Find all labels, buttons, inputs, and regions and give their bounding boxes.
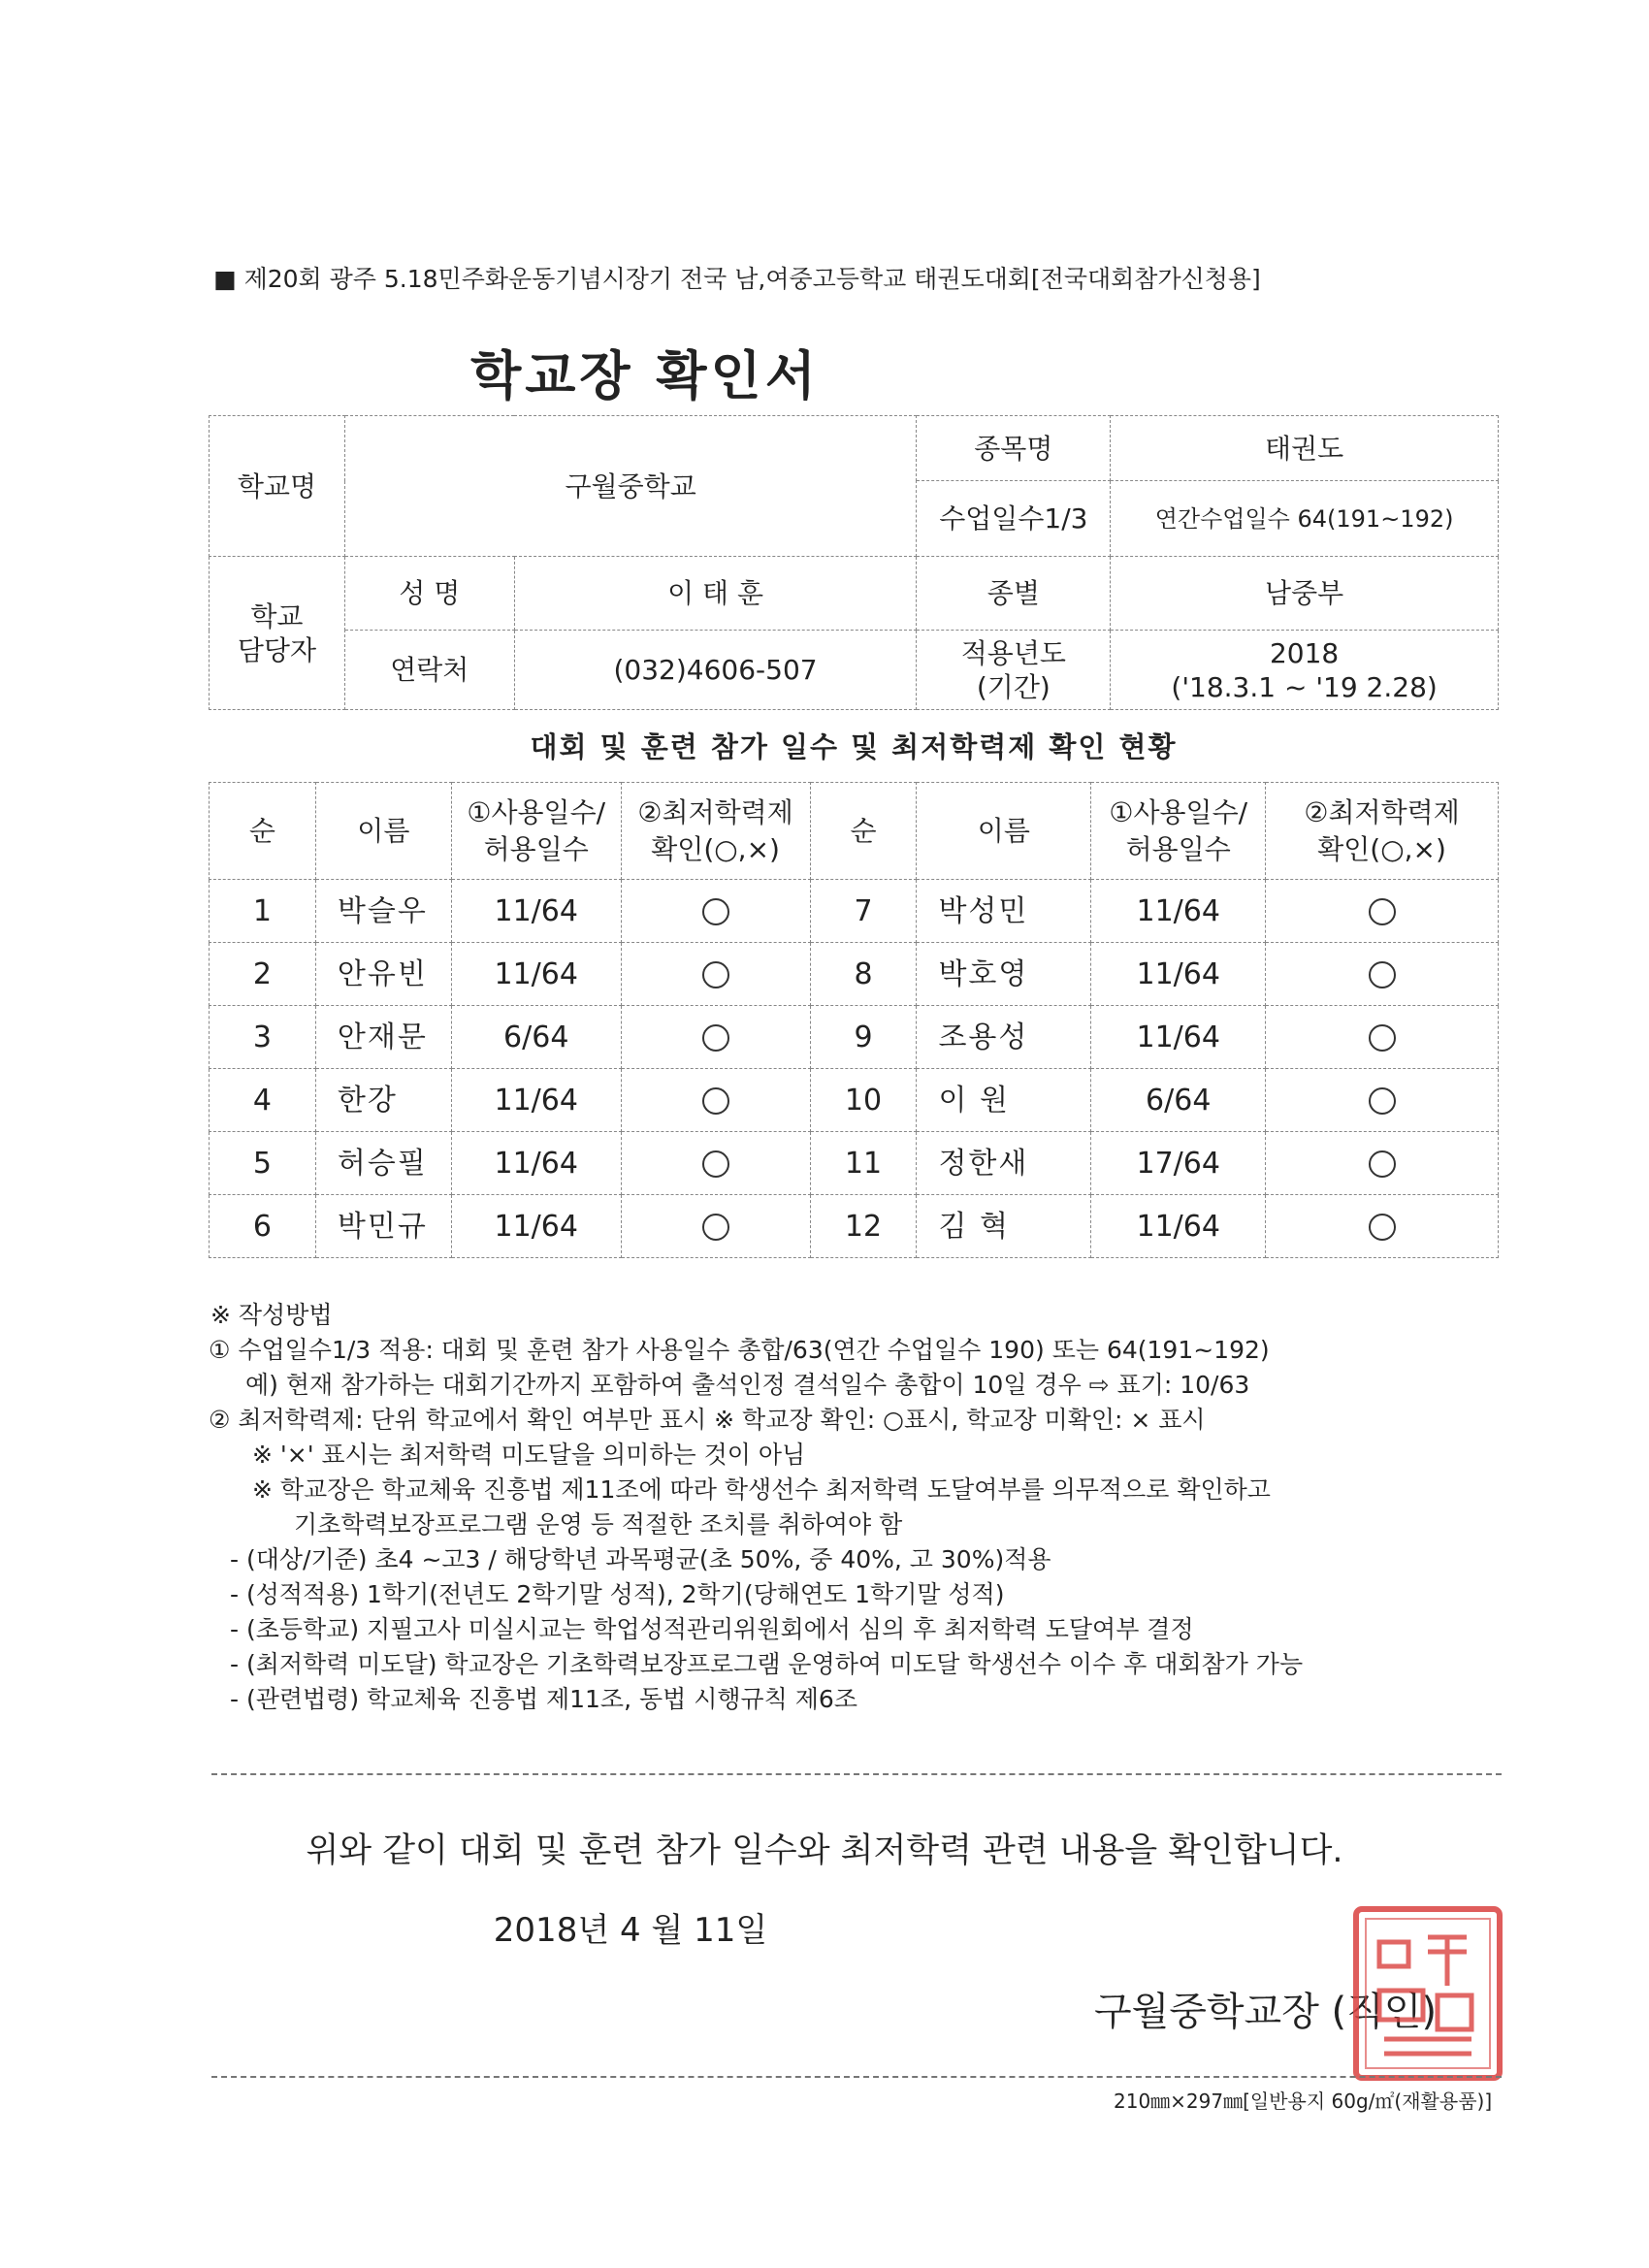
note-line: ※ '×' 표시는 최저학력 미도달을 의미하는 것이 아님 xyxy=(252,1441,806,1469)
table-row xyxy=(210,1069,1499,1132)
row-days-2: 17/64 xyxy=(1091,1132,1266,1195)
header-check: ②최저학력제 확인(○,×) xyxy=(621,783,810,880)
table-row xyxy=(210,1195,1499,1258)
divider xyxy=(211,1773,1502,1775)
document-date: 2018년 4 월 11일 xyxy=(493,1911,768,1950)
row-days-2: 11/64 xyxy=(1091,1195,1266,1258)
header-no: 순 xyxy=(210,783,316,880)
table-row xyxy=(210,943,1499,1006)
row-name: 박민규 xyxy=(315,1195,451,1258)
info-table xyxy=(209,415,1499,710)
school-name: 구월중학교 xyxy=(344,416,917,557)
row-days: 11/64 xyxy=(451,1132,621,1195)
participation-subtitle: 대회 및 훈련 참가 일수 및 최저학력제 확인 현황 xyxy=(530,730,1178,763)
row-name-2: 박성민 xyxy=(917,880,1091,943)
paper-spec-footer: 210㎜×297㎜[일반용지 60g/㎡(재활용품)] xyxy=(1114,2090,1493,2113)
row-no: 3 xyxy=(210,1006,316,1069)
note-line: 기초학력보장프로그램 운영 등 적절한 조치를 취하여야 함 xyxy=(294,1510,903,1539)
row-days: 11/64 xyxy=(451,880,621,943)
document-header xyxy=(213,260,1261,295)
row-name: 한강 xyxy=(315,1069,451,1132)
note-line: - (관련법령) 학교체육 진흥법 제11조, 동법 시행규칙 제6조 xyxy=(230,1685,857,1713)
table-row xyxy=(210,1006,1499,1069)
divider xyxy=(211,2076,1502,2078)
row-no-2: 9 xyxy=(810,1006,917,1069)
note-line: ② 최저학력제: 단위 학교에서 확인 여부만 표시 ※ 학교장 확인: ○표시, 학교장 미확인: × 표시 xyxy=(209,1406,1206,1434)
row-days-2: 11/64 xyxy=(1091,880,1266,943)
note-line: - (최저학력 미도달) 학교장은 기초학력보장프로그램 운영하여 미도달 학생선수 이수 후 대회참가 가능 xyxy=(230,1650,1304,1678)
note-line: 예) 현재 참가하는 대회기간까지 포함하여 출석인정 결석일수 총합이 10일 경우 ⇨ 표기: 10/63 xyxy=(245,1371,1250,1399)
row-no: 1 xyxy=(210,880,316,943)
name-value: 이 태 훈 xyxy=(514,557,917,631)
row-no-2: 11 xyxy=(810,1132,917,1195)
table-row xyxy=(210,880,1499,943)
check-circle-icon xyxy=(702,898,729,925)
row-no-2: 12 xyxy=(810,1195,917,1258)
table-row xyxy=(210,1132,1499,1195)
note-line: ※ 학교장은 학교체육 진흥법 제11조에 따라 학생선수 최저학력 도달여부를 의무적으로 확인하고 xyxy=(252,1475,1271,1504)
row-name-2: 이 원 xyxy=(917,1069,1091,1132)
row-name-2: 정한새 xyxy=(917,1132,1091,1195)
contact-label: 연락처 xyxy=(344,631,514,710)
check-circle-icon xyxy=(702,1214,729,1241)
confirmation-statement: 위와 같이 대회 및 훈련 참가 일수와 최저학력 관련 내용을 확인합니다. xyxy=(306,1831,1343,1870)
row-name-2: 조용성 xyxy=(917,1006,1091,1069)
page-title: 학교장 확인서 xyxy=(470,345,820,406)
row-no-2: 8 xyxy=(810,943,917,1006)
row-days: 11/64 xyxy=(451,1195,621,1258)
row-days: 6/64 xyxy=(451,1006,621,1069)
check-circle-icon xyxy=(702,1087,729,1115)
header-days-2: ①사용일수/ 허용일수 xyxy=(1091,783,1266,880)
principal-signature-line: 구월중학교장 (직인) xyxy=(1094,1990,1438,2034)
row-no-2: 7 xyxy=(810,880,917,943)
event-value: 태권도 xyxy=(1111,416,1499,481)
row-name: 허승필 xyxy=(315,1132,451,1195)
row-name-2: 김 혁 xyxy=(917,1195,1091,1258)
row-no: 4 xyxy=(210,1069,316,1132)
note-line: - (성적적용) 1학기(전년도 2학기말 성적), 2학기(당해연도 1학기말 성적) xyxy=(230,1580,1005,1608)
header-name: 이름 xyxy=(315,783,451,880)
note-line: - (초등학교) 지필고사 미실시교는 학업성적관리위원회에서 심의 후 최저학력 도달여부 결정 xyxy=(230,1615,1194,1643)
check-circle-icon xyxy=(702,1150,729,1178)
row-days-2: 11/64 xyxy=(1091,943,1266,1006)
row-name-2: 박호영 xyxy=(917,943,1091,1006)
school-seal-stamp xyxy=(1350,1903,1505,2084)
row-name: 박슬우 xyxy=(315,880,451,943)
name-label: 성 명 xyxy=(344,557,514,631)
row-no: 6 xyxy=(210,1195,316,1258)
note-line: - (대상/기준) 초4 ~고3 / 해당학년 과목평균(초 50%, 중 40%, 고 30%)적용 xyxy=(230,1545,1051,1573)
row-name: 안재문 xyxy=(315,1006,451,1069)
row-days-2: 6/64 xyxy=(1091,1069,1266,1132)
writing-instructions xyxy=(209,1298,1508,1717)
division-value: 남중부 xyxy=(1111,557,1499,631)
row-days-2: 11/64 xyxy=(1091,1006,1266,1069)
check-circle-icon xyxy=(702,1024,729,1052)
row-name: 안유빈 xyxy=(315,943,451,1006)
header-days: ①사용일수/ 허용일수 xyxy=(451,783,621,880)
header-name-2: 이름 xyxy=(917,783,1091,880)
staff-label: 학교 담당자 xyxy=(210,557,345,710)
row-days: 11/64 xyxy=(451,1069,621,1132)
header-check-2: ②최저학력제 확인(○,×) xyxy=(1266,783,1499,880)
header-text: 제20회 광주 5.18민주화운동기념시장기 전국 남,여중고등학교 태권도대회[전국대회참가신청용] xyxy=(243,265,1261,293)
year-value: 2018 ('18.3.1 ~ '19 2.28) xyxy=(1111,631,1499,710)
division-label: 종별 xyxy=(917,557,1111,631)
check-circle-icon xyxy=(1369,898,1396,925)
year-label: 적용년도 (기간) xyxy=(917,631,1111,710)
note-line: ① 수업일수1/3 적용: 대회 및 훈련 참가 사용일수 총합/63(연간 수업일수 190) 또는 64(191~192) xyxy=(209,1336,1270,1364)
check-circle-icon xyxy=(1369,1150,1396,1178)
row-no: 2 xyxy=(210,943,316,1006)
check-circle-icon xyxy=(702,961,729,988)
row-no: 5 xyxy=(210,1132,316,1195)
classdays-value: 연간수업일수 64(191~192) xyxy=(1111,481,1499,557)
contact-value: (032)4606-507 xyxy=(514,631,917,710)
participation-table xyxy=(209,782,1499,1258)
event-label: 종목명 xyxy=(917,416,1111,481)
row-no-2: 10 xyxy=(810,1069,917,1132)
bullet-icon: ■ xyxy=(213,265,237,293)
check-circle-icon xyxy=(1369,1214,1396,1241)
check-circle-icon xyxy=(1369,1087,1396,1115)
header-no-2: 순 xyxy=(810,783,917,880)
check-circle-icon xyxy=(1369,961,1396,988)
classdays-label: 수업일수1/3 xyxy=(917,481,1111,557)
school-label: 학교명 xyxy=(210,416,345,557)
notes-title: ※ 작성방법 xyxy=(210,1301,333,1329)
row-days: 11/64 xyxy=(451,943,621,1006)
check-circle-icon xyxy=(1369,1024,1396,1052)
